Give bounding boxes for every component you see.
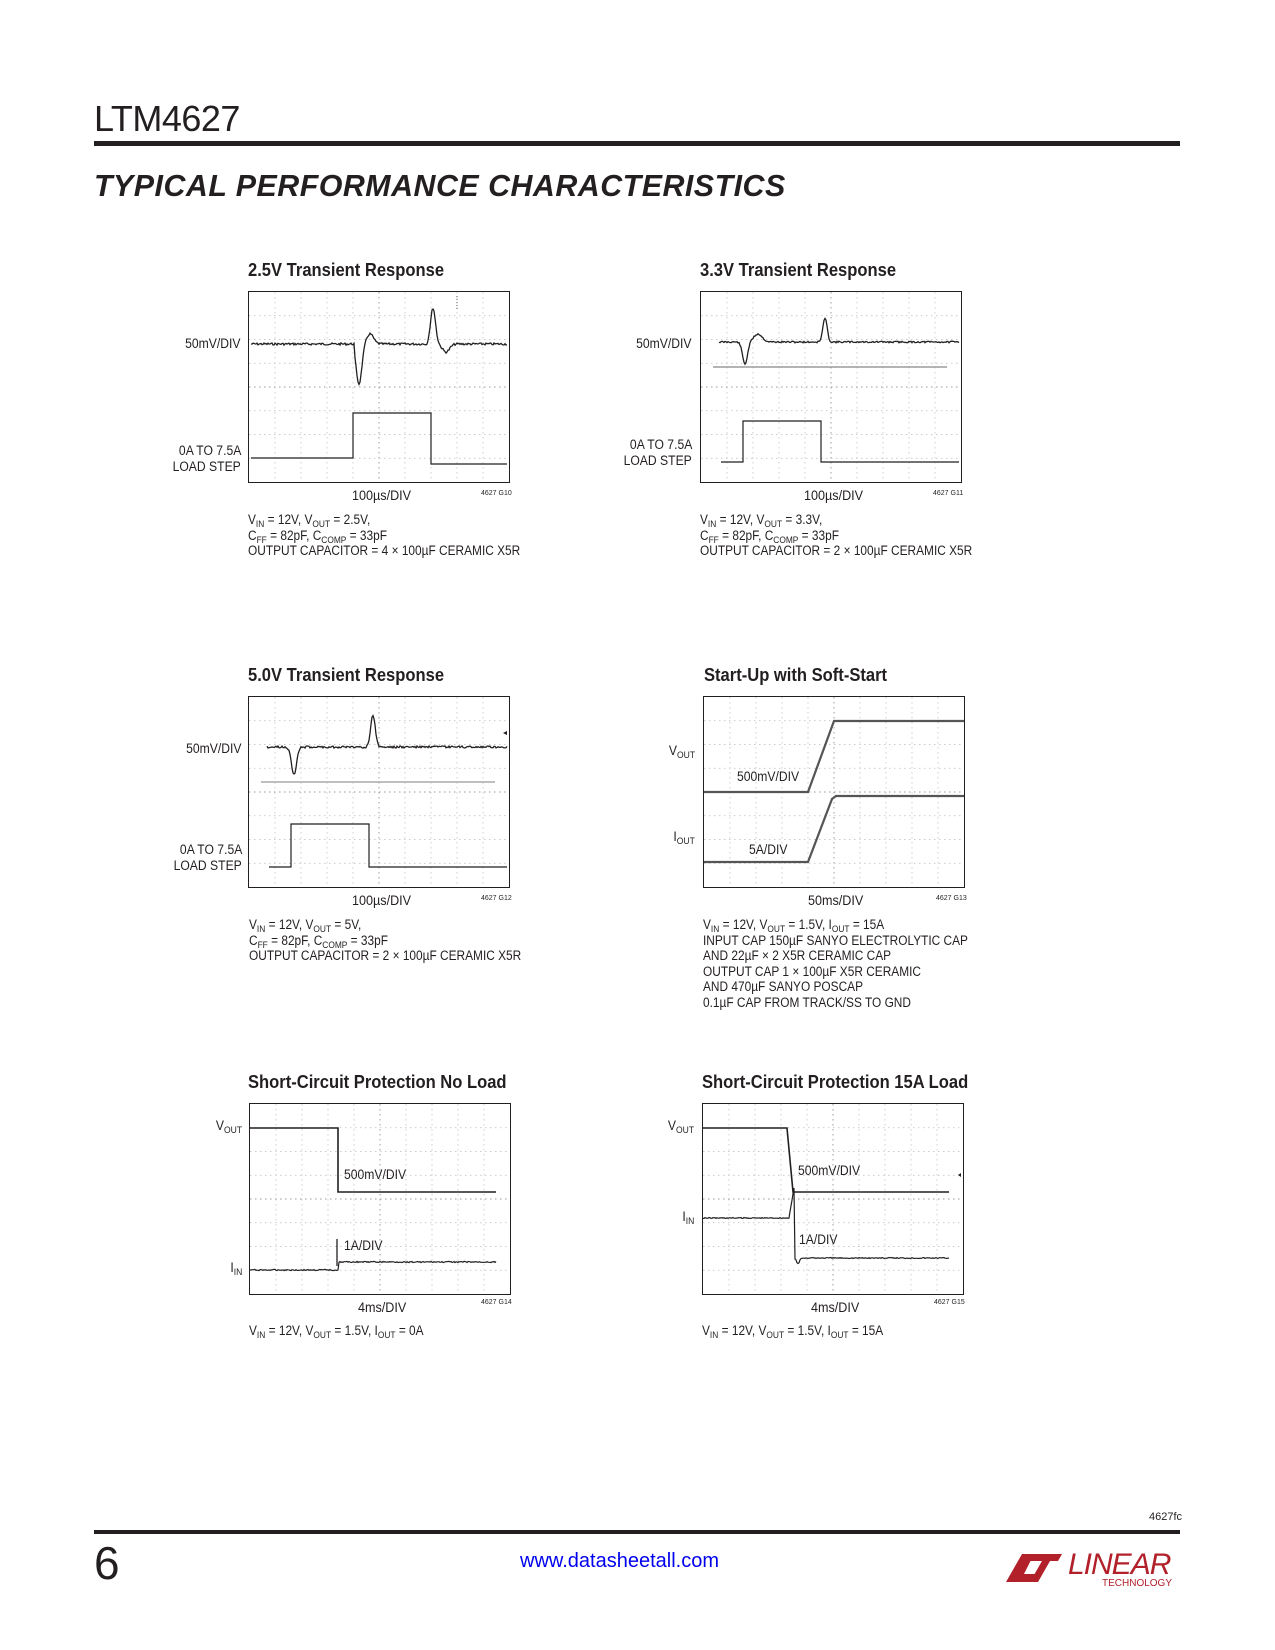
figure-title: 3.3V Transient Response [700, 260, 897, 280]
scope-screen [249, 1103, 511, 1295]
scope-grid [250, 1104, 510, 1294]
scope-trace [703, 1104, 963, 1294]
graph-id: 4627 G12 [481, 895, 512, 902]
figure-title: 2.5V Transient Response [248, 260, 445, 280]
figure-title: 5.0V Transient Response [248, 665, 445, 685]
note-line: INPUT CAP 150µF SANYO ELECTROLYTIC CAP [703, 932, 968, 948]
label-voltage-scale: 50mV/DIV [636, 336, 692, 351]
label-vout: $V_{OUT}$ [667, 1118, 694, 1136]
timebase-label: 4ms/DIV [811, 1299, 860, 1315]
figure-soft-start [544, 665, 1104, 1025]
scope-grid [249, 292, 509, 482]
label-vout-scale: 500mV/DIV [344, 1167, 407, 1182]
label-iin-scale: 1A/DIV [799, 1232, 838, 1247]
timebase-label: 100µs/DIV [352, 487, 412, 503]
page-number: 6 [94, 1537, 120, 1589]
iin-trace [250, 1261, 496, 1270]
note-line: $V_{IN} = 12V$, $V_{OUT} = 1.5V$, $I_{OUT} = 15A$ [702, 1323, 884, 1341]
note-line: OUTPUT CAPACITOR = 2 × 100µF CERAMIC X5R [700, 543, 973, 558]
scope-grid [703, 1104, 963, 1294]
graph-id: 4627 G15 [934, 1299, 965, 1306]
logo-mark [1000, 1538, 1180, 1588]
scope-trace [249, 292, 509, 482]
timebase-label: 50ms/DIV [808, 892, 864, 908]
figure-title: Start-Up with Soft-Start [704, 665, 888, 685]
label-vout-scale: 500mV/DIV [798, 1163, 861, 1178]
note-line: $V_{IN} = 12V$, $V_{OUT} = 1.5V$, $I_{OUT} = 0A$ [249, 1323, 424, 1341]
note-line: $V_{IN} = 12V$, $V_{OUT} = 2.5V$, [248, 512, 371, 530]
document-number: 4627fc [1148, 1511, 1182, 1523]
load-step-trace [269, 824, 507, 867]
label-iout-scale: 5A/DIV [749, 842, 788, 857]
scope-grid [249, 697, 509, 887]
label-vout: $V_{OUT}$ [668, 743, 695, 761]
scope-screen [703, 696, 965, 888]
scope-trace [249, 697, 509, 887]
scope-trace [250, 1104, 510, 1294]
note-line: 0.1µF CAP FROM TRACK/SS TO GND [703, 994, 911, 1010]
test-conditions [702, 1323, 883, 1339]
note-line: AND 22µF × 2 X5R CERAMIC CAP [703, 948, 892, 963]
note-line: OUTPUT CAP 1 × 100µF X5R CERAMIC [703, 963, 922, 979]
label-load-step-2: LOAD STEP [172, 459, 241, 474]
section-title: TYPICAL PERFORMANCE CHARACTERISTICS [94, 168, 786, 203]
figure-title: Short-Circuit Protection 15A Load [702, 1072, 969, 1092]
figure-title: Short-Circuit Protection No Load [248, 1072, 507, 1092]
test-conditions [248, 512, 520, 559]
label-load-step-1: 0A TO 7.5A [179, 842, 242, 857]
label-load-step-2: LOAD STEP [623, 453, 692, 468]
header-rule [94, 141, 1180, 146]
note-line: $C_{FF} = 82pF$, $C_{COMP} = 33pF$ [249, 932, 388, 951]
timebase-label: 100µs/DIV [804, 487, 864, 503]
graph-id: 4627 G14 [481, 1299, 512, 1306]
load-step-trace [721, 421, 959, 462]
test-conditions [700, 512, 972, 559]
test-conditions [703, 917, 968, 1010]
label-load-step-2: LOAD STEP [173, 858, 242, 873]
note-line: $C_{FF} = 82pF$, $C_{COMP} = 33pF$ [700, 527, 839, 546]
vout-trace [703, 1128, 949, 1192]
part-number: LTM4627 [94, 98, 240, 139]
timebase-label: 4ms/DIV [358, 1299, 407, 1315]
test-conditions [249, 1323, 424, 1339]
test-conditions [249, 917, 521, 964]
graph-id: 4627 G11 [933, 490, 964, 497]
note-line: OUTPUT CAPACITOR = 2 × 100µF CERAMIC X5R [249, 948, 522, 963]
label-vout-scale: 500mV/DIV [737, 769, 800, 784]
label-voltage-scale: 50mV/DIV [186, 741, 242, 756]
logo-subtext: TECHNOLOGY [1102, 1578, 1173, 1588]
label-iout: $I_{OUT}$ [673, 829, 695, 847]
scope-grid [701, 292, 961, 482]
note-line: OUTPUT CAPACITOR = 4 × 100µF CERAMIC X5R [248, 543, 521, 558]
note-line: $V_{IN} = 12V$, $V_{OUT} = 1.5V$, $I_{OUT} = 15A$ [703, 917, 885, 935]
figure-short-circuit-15a-load [544, 1072, 1104, 1432]
scope-screen [702, 1103, 964, 1295]
linear-technology-logo [1000, 1538, 1180, 1588]
scope-screen [248, 291, 510, 483]
figure-3v3-transient [544, 260, 1104, 620]
footer-rule [94, 1530, 1180, 1534]
label-load-step-1: 0A TO 7.5A [178, 443, 241, 458]
label-iin-scale: 1A/DIV [344, 1238, 383, 1253]
iin-trace [703, 1188, 949, 1264]
graph-id: 4627 G13 [936, 895, 967, 902]
label-vout: $V_{OUT}$ [215, 1118, 242, 1136]
scope-screen [248, 696, 510, 888]
label-voltage-scale: 50mV/DIV [185, 336, 241, 351]
output-voltage-trace [719, 318, 959, 364]
output-voltage-trace [267, 716, 507, 774]
scope-screen [700, 291, 962, 483]
label-load-step-1: 0A TO 7.5A [629, 437, 692, 452]
website-link[interactable]: www.datasheetall.com [520, 1550, 719, 1572]
note-line: $C_{FF} = 82pF$, $C_{COMP} = 33pF$ [248, 527, 387, 546]
note-line: $V_{IN} = 12V$, $V_{OUT} = 3.3V$, [700, 512, 823, 530]
graph-id: 4627 G10 [481, 490, 512, 497]
note-line: AND 470µF SANYO POSCAP [703, 979, 864, 994]
label-iin: $I_{IN}$ [230, 1260, 242, 1278]
label-iin: $I_{IN}$ [682, 1209, 694, 1227]
logo-wordmark: LINEAR [1068, 1548, 1171, 1581]
scope-trace [704, 697, 964, 887]
scope-trace [701, 292, 961, 482]
note-line: $V_{IN} = 12V$, $V_{OUT} = 5V$, [249, 917, 362, 935]
timebase-label: 100µs/DIV [352, 892, 412, 908]
